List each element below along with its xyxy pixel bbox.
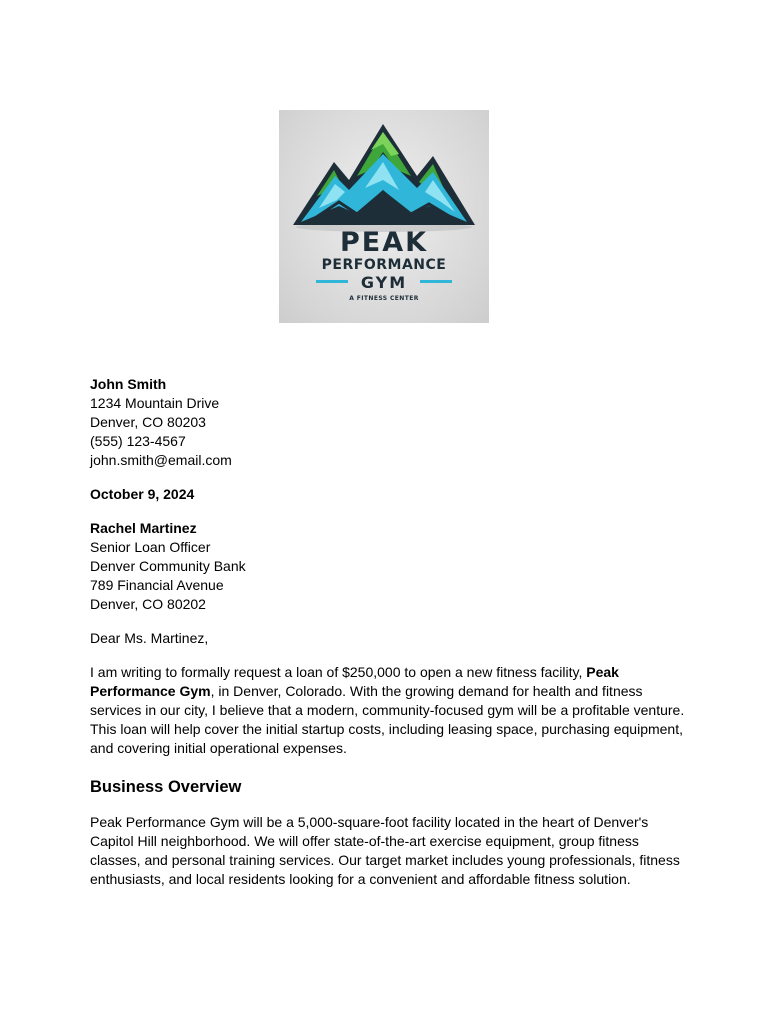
sender-address: 1234 Mountain Drive — [90, 395, 220, 411]
logo-text-layer — [279, 110, 489, 323]
salutation: Dear Ms. Martinez, — [90, 630, 209, 646]
logo-tagline: A FITNESS CENTER — [349, 295, 419, 302]
recipient-address: 789 Financial Avenue — [90, 577, 224, 593]
logo-line-performance: PERFORMANCE — [321, 257, 447, 273]
logo-rule-left — [316, 280, 348, 283]
business-name: Peak Performance Gym — [90, 664, 619, 699]
logo-line-gym: GYM — [360, 273, 408, 292]
sender-name: John Smith — [90, 376, 167, 392]
section-body: Peak Performance Gym will be a 5,000-square-foot facility located in the heart of Denver's Capitol Hill neighborhood. We will offer state-of-the-art exercise equipment, group fitness classes, and personal training services. Our target market includes young professionals, fitness enthusiasts, and local residents looking for a convenient and affordable fitness solution. — [90, 814, 680, 887]
recipient-city: Denver, CO 80202 — [90, 596, 206, 612]
recipient-company: Denver Community Bank — [90, 558, 246, 574]
date-block — [90, 485, 690, 504]
section-heading: Business Overview — [90, 778, 242, 796]
intro-text-before: I am writing to formally request a loan of $250,000 to open a new fitness facility, — [90, 664, 587, 680]
letter-date: October 9, 2024 — [90, 486, 195, 502]
logo-rule-right — [420, 280, 452, 283]
recipient-block — [90, 519, 690, 614]
sender-block — [90, 375, 690, 470]
recipient-title: Senior Loan Officer — [90, 539, 211, 555]
sender-email: john.smith@email.com — [90, 452, 232, 468]
letter-body — [90, 375, 690, 904]
intro-paragraph — [90, 663, 690, 758]
intro-text-after: , in Denver, Colorado. With the growing demand for health and fitness services in our city, I believe that a modern, community-focused gym will be a profitable venture. This loan will help cover the initial startup costs, including leasing space, purchasing equipment, and covering initial operational expenses. — [90, 683, 685, 756]
sender-phone: (555) 123-4567 — [90, 433, 186, 449]
peak-performance-gym-logo — [279, 110, 489, 323]
sender-city: Denver, CO 80203 — [90, 414, 206, 430]
logo-line-peak: PEAK — [339, 227, 429, 258]
recipient-name: Rachel Martinez — [90, 520, 197, 536]
